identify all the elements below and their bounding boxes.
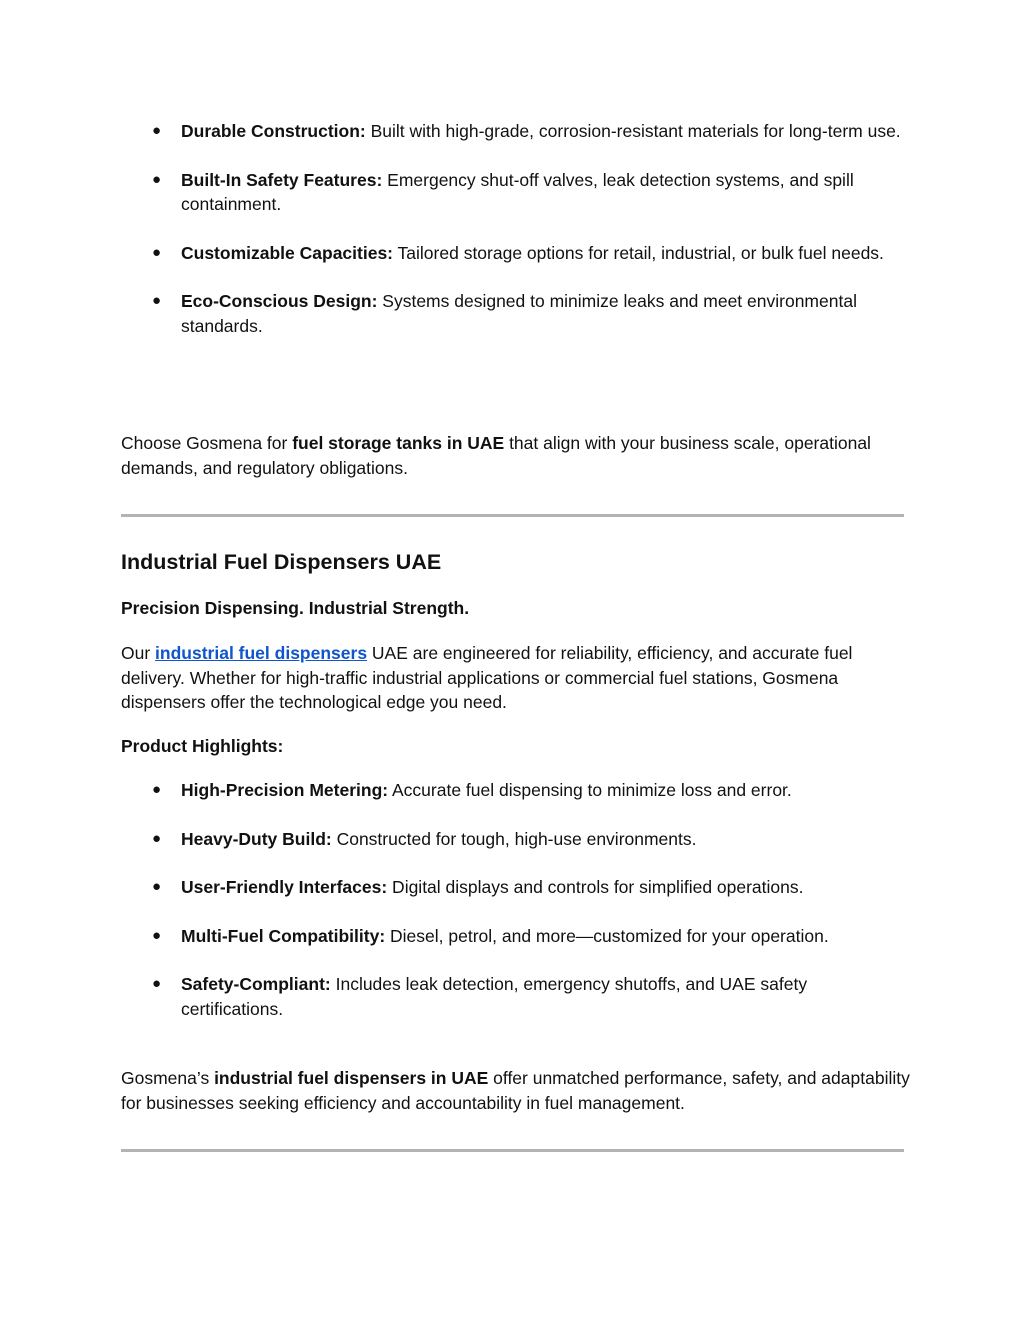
list-item — [0, 289, 1024, 338]
section-divider — [121, 514, 904, 517]
feature-title: Eco-Conscious Design: — [181, 291, 378, 311]
closing-bold-text: fuel storage tanks in UAE — [292, 433, 505, 453]
closing-text: Choose Gosmena for — [121, 433, 293, 453]
bullet-icon: ● — [152, 243, 162, 261]
bullet-icon: ● — [152, 781, 162, 798]
list-item — [0, 924, 1024, 949]
bullet-icon: ● — [152, 122, 162, 139]
bullet-icon: ● — [152, 975, 162, 992]
feature-text: Systems designed to minimize leaks and meet environmental standards. — [181, 291, 857, 336]
intro-text: Our — [121, 643, 156, 663]
list-item — [0, 778, 1024, 803]
product-highlights-list — [0, 778, 1024, 1021]
bullet-icon: ● — [152, 878, 162, 895]
feature-text: Tailored storage options for retail, industrial, or bulk fuel needs. — [393, 242, 884, 263]
section-divider — [121, 1149, 904, 1152]
list-item — [0, 168, 1024, 217]
intro-text: UAE are engineered for reliability, efficiency, and accurate fuel delivery. Whether for high-traffic industrial applications or commercial fuel stations, Gosmena dispensers offer the technological edge you need. — [121, 643, 853, 712]
highlight-title: Heavy-Duty Build: — [181, 828, 332, 849]
closing-text: offer unmatched performance, safety, and adaptability for businesses seeking efficiency and accountability in fuel management. — [121, 1068, 910, 1113]
tagline: Precision Dispensing. Industrial Strength. — [121, 598, 470, 618]
bullet-icon: ● — [152, 292, 162, 309]
highlights-label: Product Highlights: — [121, 736, 284, 756]
tanks-closing-paragraph — [121, 431, 911, 480]
tank-features-list — [0, 119, 1024, 338]
feature-title: Durable Construction: — [181, 121, 366, 141]
feature-text: Emergency shut-off valves, leak detection systems, and spill containment. — [181, 169, 854, 214]
list-item — [0, 119, 1024, 144]
closing-text: that align with your business scale, operational demands, and regulatory obligations. — [121, 433, 871, 478]
dispensers-intro-paragraph — [121, 641, 911, 715]
closing-bold-text: industrial fuel dispensers in UAE — [214, 1068, 489, 1088]
highlight-text: Diesel, petrol, and more—customized for your operation. — [385, 925, 829, 946]
feature-title: Customizable Capacities: — [181, 242, 393, 263]
highlight-title: Multi-Fuel Compatibility: — [181, 925, 386, 946]
feature-text: Built with high-grade, corrosion-resistant materials for long-term use. — [365, 121, 901, 141]
industrial-fuel-dispensers-link[interactable]: industrial fuel dispensers — [155, 643, 368, 663]
list-item — [0, 241, 1024, 266]
highlight-text: Constructed for tough, high-use environments. — [331, 828, 697, 849]
feature-title: Built-In Safety Features: — [181, 169, 383, 190]
highlight-title: High-Precision Metering: — [181, 780, 389, 800]
highlight-title: User-Friendly Interfaces: — [181, 877, 388, 897]
highlight-text: Includes leak detection, emergency shutoffs, and UAE safety certifications. — [181, 974, 808, 1019]
list-item — [0, 972, 1024, 1021]
highlight-title: Safety-Compliant: — [181, 974, 331, 994]
closing-text: Gosmena’s — [121, 1068, 215, 1088]
bullet-icon: ● — [152, 829, 162, 847]
highlight-text: Accurate fuel dispensing to minimize loss and error. — [388, 780, 792, 800]
list-item — [0, 827, 1024, 852]
dispensers-closing-paragraph — [121, 1066, 911, 1115]
highlight-text: Digital displays and controls for simplified operations. — [387, 877, 804, 897]
bullet-icon: ● — [152, 170, 162, 188]
list-item — [0, 875, 1024, 900]
bullet-icon: ● — [152, 926, 162, 944]
section-heading: Industrial Fuel Dispensers UAE — [121, 550, 442, 574]
